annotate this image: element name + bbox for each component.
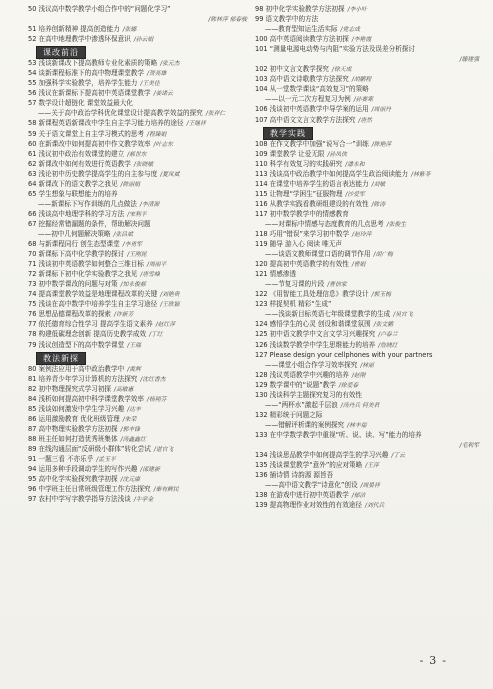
toc-entry-author: /张晓敏 bbox=[133, 161, 154, 168]
toc-entry-title: 102 初中文言文教学探究 bbox=[255, 65, 330, 74]
toc-entry-title: 72 新课标下初中化学实验教学之我见 bbox=[28, 270, 138, 279]
toc-entry-title: 125 初中语文教学中文言文学习兴趣探究 bbox=[255, 330, 376, 339]
toc-entry-title: 68 与新课程同行 创生态型课堂 bbox=[28, 240, 120, 249]
toc-entry-author: /孙云娟 bbox=[133, 37, 154, 44]
toc-entry bbox=[28, 118, 253, 128]
toc-entry bbox=[255, 44, 485, 54]
toc-entry-title: 136 插诗情 诗韵源 源旨吾 bbox=[255, 471, 334, 480]
section-heading-label: 教学实践 bbox=[263, 127, 313, 140]
toc-entry bbox=[255, 209, 485, 219]
toc-entry bbox=[28, 464, 253, 474]
toc-entry-title: 53 浅谈新课改下提高教师专业化素质的策略 bbox=[28, 59, 158, 68]
toc-entry-author: /沈元康 bbox=[120, 477, 140, 484]
toc-entry bbox=[28, 484, 253, 494]
toc-entry bbox=[255, 104, 485, 114]
toc-entry-title: ——节复习课的片段 bbox=[265, 280, 325, 289]
toc-entry-author: /唐然 bbox=[358, 117, 372, 124]
toc-entry-author: /丁云 bbox=[391, 453, 405, 460]
toc-entry-title: 118 巧用“错误”来学习初中数学 bbox=[255, 229, 350, 238]
toc-entry bbox=[28, 239, 253, 249]
toc-entry bbox=[255, 370, 485, 380]
toc-entry-title: 77 依托德育综合性学习 提高学生语文素养 bbox=[28, 320, 153, 329]
section-heading bbox=[255, 125, 485, 139]
toc-entry-author: /叶志东 bbox=[153, 141, 173, 148]
toc-entry bbox=[255, 74, 485, 84]
section-heading-label: 教法新探 bbox=[36, 352, 86, 365]
toc-entry bbox=[255, 229, 485, 239]
toc-entry bbox=[28, 494, 253, 504]
toc-entry-title: 80 案例法应用于高中政治教学中 bbox=[28, 364, 125, 373]
toc-entry bbox=[28, 139, 253, 149]
toc-entry-author: /王继祥 bbox=[186, 121, 206, 128]
toc-entry-author: /林丰福 bbox=[347, 422, 367, 429]
toc-entry-author: /姜诺云 bbox=[153, 91, 173, 98]
toc-entry-title: 82 初中物理探究式学习初探 bbox=[28, 384, 112, 393]
toc-entry-title: 55 加强科学实验教学，培养学生能力 bbox=[28, 79, 138, 88]
toc-entry bbox=[255, 460, 485, 470]
toc-entry-title: 119 随导 游入心 阅读 唯无声 bbox=[255, 240, 342, 249]
toc-entry-author: /张祥仁 bbox=[205, 111, 226, 118]
toc-entry bbox=[28, 149, 253, 159]
toc-entry-author: /牛学金 bbox=[133, 497, 154, 504]
toc-entry-title: 58 新课程英语新课改中学生自主学习能力培养的途径 bbox=[28, 119, 184, 128]
toc-entry bbox=[28, 374, 253, 384]
toc-entry-author: /潘永和 bbox=[345, 161, 365, 168]
toc-entry bbox=[28, 424, 253, 434]
toc-entry bbox=[255, 289, 485, 299]
toc-entry-title: 121 情感渗透 bbox=[255, 270, 297, 279]
toc-entry bbox=[255, 319, 485, 329]
toc-entry-title: 75 浅谈在高中数学中培养学生自主学习途径 bbox=[28, 300, 158, 309]
toc-entry bbox=[255, 470, 485, 480]
toc-entry-author: /李清源 bbox=[139, 201, 160, 208]
toc-entry bbox=[28, 88, 253, 98]
toc-entry-title: 132 精彩统于问题之际 bbox=[255, 410, 323, 419]
toc-entry-title: 71 浅谈初中英语教学如何整合三维目标 bbox=[28, 260, 144, 269]
toc-entry bbox=[255, 450, 485, 460]
toc-entry-author: /沙爱军 bbox=[345, 191, 365, 198]
toc-entry-author: /张元杰 bbox=[160, 61, 180, 68]
toc-entry-author: /贺亮雄 bbox=[147, 71, 167, 78]
toc-entry bbox=[28, 404, 253, 414]
toc-entry-title: 51 培养创新精神 提高创造能力 bbox=[28, 25, 120, 34]
toc-entry-title: ——关于高中政治学科优化课堂设计提高教学效益的探究 bbox=[38, 109, 203, 118]
toc-entry bbox=[255, 169, 485, 179]
toc-entry-title: ——以一元二次方程复习为例 bbox=[265, 95, 351, 104]
toc-entry-author: /高敏惠 bbox=[114, 386, 134, 393]
toc-entry-title: 128 浅议英语教学中兴趣的培养 bbox=[255, 370, 349, 379]
toc-entry-author: /郭玉梅 bbox=[371, 292, 391, 299]
toc-entry-author: /林紫苓 bbox=[411, 171, 431, 178]
toc-entry-author: /汤丹兵 何美君 bbox=[340, 402, 380, 409]
toc-entry bbox=[28, 58, 253, 68]
toc-entry-author: /宋利平 bbox=[127, 211, 147, 218]
toc-entry-title: 59 关于语文课堂上自主学习模式的思考 bbox=[28, 129, 144, 138]
toc-entry-title: 57 数学设计超链化 课堂效益最大化 bbox=[28, 99, 133, 108]
toc-entry-title: 113 浅谈高中政治教学中如何提高学生政治阅读能力 bbox=[255, 169, 409, 178]
section-heading bbox=[28, 350, 253, 364]
toc-entry-title: 78 构建低碳理念创新 提高历史教学成效 bbox=[28, 330, 147, 339]
toc-entry-author: /曹娟 bbox=[351, 262, 366, 269]
toc-entry bbox=[28, 219, 253, 229]
toc-entry bbox=[255, 115, 485, 125]
toc-entry bbox=[255, 64, 485, 74]
toc-entry bbox=[255, 390, 485, 400]
toc-entry-author: /胡鹏程 bbox=[351, 77, 372, 84]
page-number-value: 3 bbox=[429, 654, 437, 667]
toc-entry-title: ——错解评析课的案例探究 bbox=[265, 420, 345, 429]
toc-entry-title: 100 高中英语阅读教学方法初探 bbox=[255, 35, 349, 44]
toc-entry-title: 70 新课标下高中化学教学的探讨 bbox=[28, 250, 125, 259]
toc-entry bbox=[255, 14, 485, 24]
toc-entry bbox=[255, 94, 485, 104]
toc-entry-author: /秦有鲜民 bbox=[153, 487, 179, 494]
toc-entry bbox=[28, 24, 253, 34]
toc-entry bbox=[28, 364, 253, 374]
toc-entry-title: 130 浅谈科学主题探究复习的有效性 bbox=[255, 390, 362, 399]
toc-entry bbox=[28, 159, 253, 169]
toc-entry-title: 73 初中数学课改的问题与对策 bbox=[28, 280, 118, 289]
toc-entry-author: /王刚昆 bbox=[127, 252, 147, 259]
toc-entry-author: /徐爱春 bbox=[338, 382, 359, 389]
toc-entry bbox=[255, 199, 485, 209]
toc-entry-author: /张俊生 bbox=[386, 221, 407, 228]
toc-entry bbox=[28, 434, 253, 444]
toc-entry-author: /陈涛 bbox=[371, 201, 386, 208]
toc-entry bbox=[255, 329, 485, 339]
toc-entry-title: ——谈语文教师课堂口语的调节作用 bbox=[265, 250, 371, 259]
toc-entry-author: /孙凤侠 bbox=[327, 151, 347, 158]
toc-entry bbox=[255, 149, 485, 159]
toc-entry bbox=[255, 249, 485, 259]
toc-entry bbox=[28, 98, 253, 108]
toc-entry-title: ——浅谈新目标英语七年级课堂教学的生成 bbox=[265, 310, 391, 319]
toc-entry-title: 79 浅议创造型下的高中数学课堂 bbox=[28, 340, 125, 349]
toc-entry-title: 61 浅议初中政治有效课堂的建立 bbox=[28, 149, 125, 158]
toc-entry-author: /周丽丹 bbox=[371, 107, 391, 114]
toc-entry-title: 116 从教学实践看教研组建设的有效性 bbox=[255, 199, 369, 208]
toc-entry bbox=[255, 239, 485, 249]
toc-entry-author: /曹信家 bbox=[327, 282, 347, 289]
toc-entry bbox=[255, 410, 485, 420]
toc-entry bbox=[255, 309, 485, 319]
toc-entry-author: /王欣颖 bbox=[160, 302, 180, 309]
toc-entry bbox=[255, 430, 485, 440]
toc-entry-author: /李小叶 bbox=[347, 7, 367, 13]
toc-entry bbox=[255, 159, 485, 169]
toc-entry-title: 52 在高中地理教学中渗透环保意识 bbox=[28, 35, 131, 44]
toc-entry-title: 84 浅析如何提高初中科学课堂教学效率 bbox=[28, 394, 144, 403]
toc-entry bbox=[28, 384, 253, 394]
toc-entry bbox=[28, 309, 253, 319]
toc-entry-author: /陈林萍 郁春骏 bbox=[208, 17, 247, 24]
toc-entry-author: /许新芳 bbox=[114, 312, 134, 319]
toc-entry-author: /丁红 bbox=[149, 332, 163, 339]
toc-entry-author: /滕建强 bbox=[459, 57, 479, 64]
toc-entry-author: /王美佳 bbox=[140, 81, 160, 88]
toc-entry-title: ——教育型知运生活实际 bbox=[265, 25, 338, 34]
section-heading-label: 课改前沿 bbox=[36, 46, 86, 59]
toc-entry bbox=[28, 209, 253, 219]
toc-entry bbox=[255, 299, 485, 309]
toc-entry-title: 89 在线沟通层面“反研级小群体”转化尝试 bbox=[28, 444, 151, 453]
toc-entry-author: /毛利军 bbox=[459, 442, 479, 449]
toc-entry bbox=[28, 329, 253, 339]
toc-entry bbox=[255, 440, 485, 450]
toc-entry bbox=[255, 380, 485, 390]
toc-entry bbox=[28, 4, 253, 14]
toc-entry-author: /徐天成 bbox=[332, 67, 352, 74]
toc-right-column bbox=[255, 4, 485, 510]
toc-entry bbox=[28, 340, 253, 350]
toc-entry-author: /谌官飞 bbox=[153, 446, 174, 453]
toc-entry-title: 94 运用多种手段调动学生的写作兴趣 bbox=[28, 465, 138, 474]
toc-entry-title: ——新课标下写作训练的几点做法 bbox=[38, 199, 137, 208]
toc-left-column bbox=[28, 4, 253, 504]
toc-entry bbox=[255, 24, 485, 34]
toc-entry bbox=[28, 474, 253, 484]
toc-entry-author: /赵刚 bbox=[351, 372, 366, 379]
toc-entry-title: 107 高中语文文言文教学方法探究 bbox=[255, 115, 356, 124]
toc-entry-author: /知永俊郝 bbox=[120, 282, 146, 289]
toc-entry-author: /刘代兵 bbox=[365, 503, 385, 510]
toc-entry bbox=[28, 179, 253, 189]
toc-entry-author: /刘敏 bbox=[371, 181, 386, 188]
toc-entry-title: 76 思想品德课程改革的探索 bbox=[28, 310, 112, 319]
toc-entry-author: /程臻娟 bbox=[147, 131, 167, 138]
toc-entry bbox=[28, 14, 253, 24]
toc-entry-author: /邵建新 bbox=[140, 467, 160, 474]
toc-entry-title: 50 浅议高中数学教学小组合作中的“问题化学习” bbox=[28, 5, 171, 13]
toc-entry-title: 56 浅议在新课标下提高初中英语课堂教学 bbox=[28, 89, 151, 98]
toc-entry-title: 110 科学有效复习的实践研究 bbox=[255, 159, 343, 168]
toc-entry-title: 65 学生想象与联想能力的培养 bbox=[28, 189, 118, 198]
toc-entry-author: /陈艳萍 bbox=[371, 141, 392, 148]
toc-entry-title: 103 高中语文诗歌教学方法探究 bbox=[255, 75, 349, 84]
toc-entry bbox=[255, 360, 485, 370]
toc-entry bbox=[28, 108, 253, 118]
toc-entry-author: /李勇军 bbox=[122, 242, 143, 249]
toc-entry-author: /詹晓红 bbox=[378, 342, 398, 349]
toc-entry-title: 54 谈新课程标准下的高中物理课堂教学 bbox=[28, 69, 144, 78]
toc-entry bbox=[28, 229, 253, 239]
toc-entry-title: ——“两杯水”激起千层浪 bbox=[265, 400, 338, 409]
toc-entry-title: 63 浅论初中历史教学提高学生的自主参与度 bbox=[28, 169, 158, 178]
toc-entry-author: /赵红萍 bbox=[155, 322, 176, 329]
toc-entry bbox=[28, 269, 253, 279]
toc-entry-title: 139 提高物理作业对效性的有效途径 bbox=[255, 501, 362, 510]
toc-entry-author: /卢春兰 bbox=[378, 332, 398, 339]
toc-entry bbox=[255, 480, 485, 490]
toc-entry-title: 101 “测量电源电动势与内阻”实验方法及误差分析探讨 bbox=[255, 45, 415, 54]
toc-entry-author: /党志成 bbox=[340, 27, 360, 34]
toc-entry-title: 122 《用智能工具处理信息》教学设计 bbox=[255, 290, 369, 299]
toc-entry-author: /赵玲萍 bbox=[352, 231, 372, 238]
toc-entry-author: /周丽平 bbox=[147, 262, 167, 269]
toc-entry-title: 88 班主任如何打造优秀班集体 bbox=[28, 434, 118, 443]
toc-entry-title: 124 感悟学生的心灵 创设和谐课堂氛围 bbox=[255, 320, 371, 329]
toc-entry-author: /周晏祥 bbox=[360, 483, 380, 490]
toc-entry-author: /王瑞 bbox=[127, 342, 141, 349]
toc-entry bbox=[28, 279, 253, 289]
toc-entry bbox=[28, 34, 253, 44]
toc-entry-author: /吴官飞 bbox=[393, 312, 413, 319]
toc-entry-author: /朱荣 bbox=[122, 416, 137, 423]
toc-entry-author: /杨翔芬 bbox=[147, 396, 167, 403]
toc-entry-author: /张昌斌 bbox=[113, 231, 133, 238]
section-heading bbox=[28, 44, 253, 58]
toc-entry bbox=[28, 249, 253, 259]
toc-entry-title: 91 一题三看 不亦乐乎 bbox=[28, 454, 94, 463]
toc-entry-title: 120 提高初中英语教学的有效性 bbox=[255, 260, 349, 269]
toc-entry-author: /胡广梅 bbox=[373, 252, 393, 259]
toc-entry bbox=[28, 414, 253, 424]
toc-entry bbox=[28, 444, 253, 454]
toc-entry bbox=[255, 179, 485, 189]
toc-entry bbox=[255, 54, 485, 64]
toc-entry bbox=[255, 420, 485, 430]
toc-entry bbox=[255, 500, 485, 510]
toc-entry-title: 104 从一堂数学课谈“高效复习”的策略 bbox=[255, 85, 369, 94]
toc-entry-author: /李艳霞 bbox=[351, 37, 372, 44]
toc-entry-title: 96 中学班主任日常班级管理工作方法探究 bbox=[28, 485, 151, 494]
toc-entry-author: /孙赛寒 bbox=[353, 97, 374, 104]
toc-entry-title: 134 浅谈思品教学中如何提高学生的学习兴趣 bbox=[255, 451, 389, 460]
toc-entry-title: 129 数学课中的“说题”教学 bbox=[255, 380, 336, 389]
toc-entry-title: 86 运用激励教育 优化班级管理 bbox=[28, 414, 120, 423]
toc-entry-title: ——初中几何题解决策略 bbox=[38, 229, 111, 238]
toc-entry-title: 64 新课改下的语文教学之我见 bbox=[28, 179, 118, 188]
toc-entry bbox=[255, 84, 485, 94]
toc-entry-author: /张文鹏 bbox=[373, 322, 394, 329]
toc-entry bbox=[255, 269, 485, 279]
toc-entry-author: /沈红香杰 bbox=[140, 376, 166, 383]
toc-entry-title: 81 培养青少年学习计算机的方法探究 bbox=[28, 374, 138, 383]
toc-entry-title: 114 在课堂中培养学生的语言表达能力 bbox=[255, 179, 369, 188]
toc-entry-title: ——课堂小组合作学习效率探究 bbox=[265, 360, 358, 369]
toc-entry-title: ——对课标中情感与态度教育的几点思考 bbox=[265, 219, 384, 228]
toc-entry bbox=[255, 34, 485, 44]
toc-entry-title: 99 语文教学中的方法 bbox=[255, 15, 319, 24]
toc-entry-title: 85 浅谈如何激发中学生学习兴趣 bbox=[28, 404, 125, 413]
toc-entry-author: /郝世东 bbox=[127, 151, 147, 158]
toc-entry-title: 62 新课改中如何有效进行英语教学 bbox=[28, 159, 131, 168]
toc-entry-title: 106 浅谈初中英语教学中导学案的运用 bbox=[255, 105, 369, 114]
page-number: - 3 - bbox=[419, 654, 446, 667]
toc-entry bbox=[28, 78, 253, 88]
toc-entry-title: 74 提高课堂教学效益是地理课程改革的关键 bbox=[28, 290, 158, 299]
toc-entry-title: 127 Please design your cellphones with your partners bbox=[255, 350, 433, 359]
toc-entry-title: 95 高中化学实验探究教学初探 bbox=[28, 475, 118, 484]
toc-entry-title: 67 挖掘经常错漏题的条件，帮助解决问题 bbox=[28, 219, 151, 228]
toc-entry-title: 97 农村中学写字教学指导方法浅谈 bbox=[28, 495, 131, 504]
toc-entry-author: /夏凤斌 bbox=[160, 171, 180, 178]
toc-entry-title: 138 在游戏中进行初中英语教学 bbox=[255, 491, 349, 500]
toc-entry bbox=[28, 199, 253, 209]
toc-entry-author: /张娜 bbox=[122, 27, 137, 34]
toc-entry-title: 98 初中化学实验教学方法初探 bbox=[255, 5, 345, 13]
toc-entry-author: /孟玉平 bbox=[96, 456, 116, 463]
toc-entry bbox=[255, 219, 485, 229]
toc-entry bbox=[28, 299, 253, 309]
toc-entry-title: 133 在中学数学教学中重视“听、说、读、写”能力的培养 bbox=[255, 430, 422, 439]
toc-entry bbox=[28, 259, 253, 269]
toc-entry-author: /唐雪峰 bbox=[140, 272, 160, 279]
toc-entry-author: /达丰 bbox=[127, 406, 141, 413]
toc-entry bbox=[255, 139, 485, 149]
toc-entry bbox=[28, 129, 253, 139]
toc-entry-title: ——高中语文教学“诗意化”创设 bbox=[265, 481, 358, 490]
toc-entry-title: 126 浅谈数学教学中学生思维能力的培养 bbox=[255, 340, 376, 349]
toc-entry bbox=[255, 350, 485, 360]
toc-entry-author: /郁洁 bbox=[351, 493, 366, 500]
toc-entry-author: /汤鑫鑫红 bbox=[120, 436, 146, 443]
toc-entry bbox=[255, 340, 485, 350]
toc-entry-title: 109 课堂教学 让爱无限 bbox=[255, 149, 325, 158]
toc-entry bbox=[28, 169, 253, 179]
toc-entry bbox=[28, 454, 253, 464]
toc-entry-author: /黄辉 bbox=[127, 366, 141, 373]
toc-entry-title: 60 在新课改中如何提高初中作文教学效率 bbox=[28, 139, 151, 148]
toc-entry-title: 108 在作文教学中加强“说写合一”训练 bbox=[255, 139, 369, 148]
toc-entry bbox=[28, 319, 253, 329]
toc-entry-title: 87 高中物理实验教学方法初探 bbox=[28, 424, 118, 433]
toc-entry bbox=[28, 189, 253, 199]
toc-entry-title: 115 让物理“学困生”征服物理 bbox=[255, 189, 343, 198]
toc-entry-title: 123 样捉契机 精彩“生成” bbox=[255, 300, 332, 309]
toc-entry bbox=[28, 289, 253, 299]
toc-entry-author: /王萍 bbox=[365, 463, 379, 470]
toc-entry-title: 117 初中数学教学中的情感教育 bbox=[255, 209, 349, 218]
toc-entry-author: /刘艳贵 bbox=[160, 292, 180, 299]
toc-entry bbox=[255, 259, 485, 269]
toc-entry bbox=[255, 189, 485, 199]
toc-entry bbox=[255, 490, 485, 500]
toc-entry bbox=[255, 279, 485, 289]
toc-entry-author: /林丽 bbox=[360, 362, 374, 369]
toc-entry-author: /陈丽娟 bbox=[120, 181, 140, 188]
toc-entry bbox=[255, 4, 485, 14]
toc-entry bbox=[28, 68, 253, 78]
toc-entry-title: 135 浅谈课堂教学“意外”的应对策略 bbox=[255, 461, 363, 470]
toc-entry bbox=[255, 400, 485, 410]
toc-entry-author: /郭丰锋 bbox=[120, 426, 140, 433]
toc-entry bbox=[28, 394, 253, 404]
toc-entry-title: 66 浅谈高中地理学科的学习方法 bbox=[28, 209, 125, 218]
